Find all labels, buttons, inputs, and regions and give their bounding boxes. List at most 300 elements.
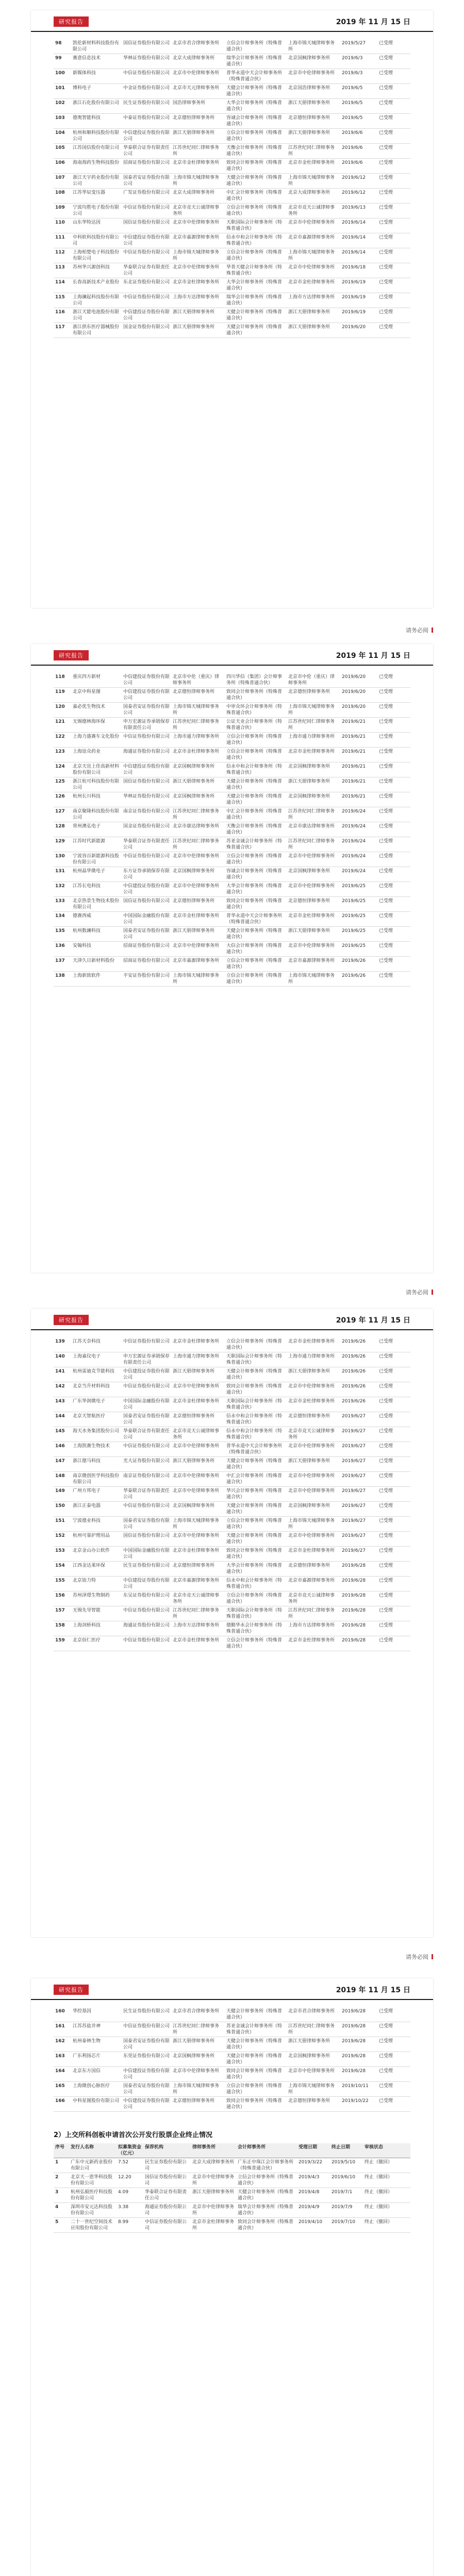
row-index-cell: 120 — [54, 703, 71, 718]
table-cell: 广州方邦电子 — [71, 1487, 122, 1502]
table-cell: 北京市嘉源律师事务所 — [287, 233, 340, 248]
table-cell: 江苏长电科技 — [71, 882, 122, 897]
table-cell: 杭州数澜科技 — [71, 927, 122, 942]
table-row — [54, 248, 410, 263]
table-cell: 北京大成律师事务所 — [171, 189, 225, 204]
row-index-cell: 148 — [54, 1472, 71, 1487]
table-cell: 华普天健会计师事务所（特殊普通合伙） — [225, 263, 287, 278]
table-cell: 中信证券股份有限公司 — [122, 69, 171, 84]
table-cell: 2019/6/25 — [340, 927, 377, 942]
table-cell: 北京天智航医疗 — [71, 1412, 122, 1427]
table-cell: 北京市中伦律师事务所 — [171, 2067, 225, 2082]
table-cell: 安翰科技 — [71, 942, 122, 957]
table-cell: 天职国际会计师事务所（特殊普通合伙） — [225, 1397, 287, 1412]
row-index-cell: 152 — [54, 1532, 71, 1547]
table-cell: 信永中和会计师事务所（特殊普通合伙） — [225, 762, 287, 777]
table-cell: 已受理 — [377, 54, 410, 69]
table-cell: 浙江正泰电器 — [71, 1502, 122, 1517]
footer-label: 请务必阅 — [406, 1289, 428, 1296]
table-cell: 北京大成律师事务所 — [287, 189, 340, 204]
table-cell: 立信会计师事务所（特殊普通合伙） — [236, 2173, 297, 2188]
table-cell: 已受理 — [377, 777, 410, 792]
table-cell: 北京市天元律师事务所 — [171, 84, 225, 99]
accepted-companies-table-2 — [54, 673, 410, 987]
table-cell: 已受理 — [377, 1337, 410, 1352]
table-cell: 大华会计师事务所（特殊普通合伙） — [225, 278, 287, 293]
table-cell: 北京市君合律师事务所 — [171, 39, 225, 54]
table-cell: 申万宏源证券承销保荐有限责任公司 — [122, 1352, 171, 1367]
row-index-cell: 100 — [54, 69, 71, 84]
row-index-cell: 165 — [54, 2082, 71, 2097]
table-cell: 北京市竞天公诚律师事务所 — [171, 1591, 225, 1606]
table-cell: 上海柏楚电子科技股份有限公司 — [71, 248, 122, 263]
table-cell: 容诚会计师事务所（特殊普通合伙） — [225, 867, 287, 882]
table-cell: 中国国际金融股份有限公司 — [122, 1547, 171, 1562]
table-cell: 上海嘉仪电子 — [71, 1352, 122, 1367]
table-cell: 上海市锦天城律师事务所 — [287, 2082, 340, 2097]
table-cell: 已受理 — [377, 2037, 410, 2052]
table-row — [54, 2188, 410, 2203]
table-cell: 立信会计师事务所（特殊普通合伙） — [225, 1636, 287, 1651]
table-cell: 中信建投证券股份有限公司 — [122, 308, 171, 323]
table-cell: 已受理 — [377, 1502, 410, 1517]
table-cell: 北京市嘉源律师事务所 — [287, 1577, 340, 1591]
table-cell: 北京国枫律师事务所 — [287, 54, 340, 69]
table-cell: 致同会计师事务所（特殊普通合伙） — [236, 2218, 297, 2233]
table-cell: 已受理 — [377, 762, 410, 777]
table-cell: 北京市金杜律师事务所 — [287, 912, 340, 927]
table-cell: 已受理 — [377, 688, 410, 703]
table-cell: 北京市君合律师事务所 — [171, 2007, 225, 2022]
table-cell: 普华永道中天会计师事务所（特殊普通合伙） — [225, 912, 287, 927]
table-row — [54, 688, 410, 703]
table-cell: 已受理 — [377, 927, 410, 942]
table-cell: 中信建投证券股份有限公司 — [122, 129, 171, 144]
table-cell: 国泰君安证券股份有限公司 — [122, 2082, 171, 2097]
table-row — [54, 927, 410, 942]
table-cell: 中金证券股份有限公司 — [122, 84, 171, 99]
row-index-cell: 1 — [54, 2158, 69, 2173]
table-cell: 已受理 — [377, 1472, 410, 1487]
table-cell: 无锡先导智能 — [71, 1606, 122, 1621]
table-cell: 信永中和会计师事务所（特殊普通合伙） — [225, 1427, 287, 1442]
table-cell: 浙江天册律师事务所 — [287, 2037, 340, 2052]
table-row — [54, 1562, 410, 1577]
row-index-cell: 137 — [54, 957, 71, 972]
table-cell: 德奥智能科技 — [71, 114, 122, 129]
page-footer — [406, 1288, 433, 1296]
table-cell: 江苏国信股份有限公司 — [71, 144, 122, 159]
table-cell: 已受理 — [377, 114, 410, 129]
table-cell: 杭州泰林生物 — [71, 2037, 122, 2052]
table-cell: 江苏天奈科技 — [71, 1337, 122, 1352]
table-cell: 已受理 — [377, 957, 410, 972]
table-cell: 2019/6/21 — [340, 792, 377, 807]
table-row — [54, 114, 410, 129]
table-cell: 杭州和顺科技股份有限公司 — [71, 129, 122, 144]
table-cell: 2019/5/10 — [330, 2158, 363, 2173]
table-cell: 天津久日新材料股份 — [71, 957, 122, 972]
table-cell: 瑞华会计师事务所（特殊普通合伙） — [225, 293, 287, 308]
table-cell: 已受理 — [377, 718, 410, 733]
table-cell: 上海市锦天城律师事务所 — [287, 703, 340, 718]
table-cell: 2019/6/27 — [340, 1472, 377, 1487]
table-cell: 北京市金杜律师事务所 — [287, 159, 340, 174]
table-cell: 立信会计师事务所（特殊普通合伙） — [225, 204, 287, 218]
table-cell: 北京市中伦律师事务所 — [287, 882, 340, 897]
table-cell: 北京德恒律师事务所 — [171, 1562, 225, 1577]
table-cell: 2019/6/27 — [340, 1517, 377, 1532]
table-cell: 北京市金杜律师事务所 — [287, 1337, 340, 1352]
table-cell: 杭州晶华微电子 — [71, 867, 122, 882]
table-cell: 北京市竞天公诚律师事务所 — [171, 1427, 225, 1442]
footer-bar — [432, 1290, 433, 1295]
row-index-cell: 125 — [54, 777, 71, 792]
table-row — [54, 748, 410, 762]
table-cell: 江苏苏盐井神 — [71, 2022, 122, 2037]
table-cell: 上海市锦天城律师事务所 — [171, 1517, 225, 1532]
table-cell: 致同会计师事务所（特殊普通合伙） — [225, 159, 287, 174]
table-cell: 北京市中伦律师事务所 — [171, 1472, 225, 1487]
table-cell: 海通证券股份有限公司 — [122, 748, 171, 762]
table-cell: 北京德恒律师事务所 — [171, 114, 225, 129]
table-cell: 国信证券股份有限公司 — [143, 2173, 191, 2188]
table-cell: 2019/6/27 — [340, 1427, 377, 1442]
table-cell: 北京市嘉源律师事务所 — [171, 1577, 225, 1591]
table-cell: 北京大成律师事务所 — [191, 2158, 236, 2173]
table-cell: 立信会计师事务所（特殊普通合伙） — [225, 972, 287, 987]
row-index-cell: 150 — [54, 1502, 71, 1517]
table-cell: 江苏世纪同仁律师事务所 — [287, 718, 340, 733]
table-cell: 2019/6/28 — [340, 2052, 377, 2067]
table-cell: 2019/6/28 — [340, 1636, 377, 1651]
table-cell: 立信会计师事务所（特殊普通合伙） — [225, 748, 287, 762]
table-cell: 普华永道中天会计师事务所（特殊普通合伙） — [225, 69, 287, 84]
table-row — [54, 218, 410, 233]
table-cell: 北京市金杜律师事务所 — [171, 278, 225, 293]
section-title: 2）上交所科创板申请首次公开发行股票企业终止情况 — [54, 2131, 213, 2139]
table-cell: 2019/6/25 — [340, 942, 377, 957]
table-cell: 山东华特达因 — [71, 218, 122, 233]
table-cell: 立信会计师事务所（特殊普通合伙） — [225, 1591, 287, 1606]
table-cell: 已受理 — [377, 2082, 410, 2097]
table-cell: 已受理 — [377, 39, 410, 54]
report-date: 2019 年 11 月 15 日 — [336, 652, 410, 660]
table-cell: 2019/6/12 — [340, 189, 377, 204]
table-row — [54, 837, 410, 852]
table-cell: 天健会计师事务所（特殊普通合伙） — [225, 927, 287, 942]
table-cell: 浙江天册律师事务所 — [287, 308, 340, 323]
table-cell: 已受理 — [377, 1487, 410, 1502]
table-cell: 2019/6/3 — [340, 69, 377, 84]
table-cell: 瑞华会计师事务所（特殊普通合伙） — [236, 2203, 297, 2218]
table-cell: 东吴证券股份有限公司 — [122, 1591, 171, 1606]
table-cell: 嘉必优生物技术 — [71, 703, 122, 718]
table-row — [54, 957, 410, 972]
table-header-row — [54, 2143, 410, 2158]
row-index-cell: 141 — [54, 1367, 71, 1382]
row-index-cell: 130 — [54, 852, 71, 867]
row-index-cell: 164 — [54, 2067, 71, 2082]
table-cell: 北京德恒律师事务所 — [287, 688, 340, 703]
table-cell: 已受理 — [377, 323, 410, 338]
row-index-cell: 122 — [54, 733, 71, 748]
table-cell: 上海市方达律师事务所 — [171, 293, 225, 308]
table-cell: 民生证券股份有限公司 — [122, 2007, 171, 2022]
table-cell: 上海市方达律师事务所 — [171, 1621, 225, 1636]
table-cell: 北京市金杜律师事务所 — [287, 748, 340, 762]
table-cell: 中信证券股份有限公司 — [122, 1442, 171, 1457]
table-cell: 东北证券股份有限公司 — [122, 278, 171, 293]
table-cell: 信永中和会计师事务所（特殊普通合伙） — [225, 1412, 287, 1427]
row-index-cell: 112 — [54, 248, 71, 263]
table-cell: 北京市中伦律师事务所 — [171, 69, 225, 84]
table-cell: 已受理 — [377, 942, 410, 957]
table-cell: 浙江天册律师事务所 — [287, 927, 340, 942]
table-row — [54, 1442, 410, 1457]
row-index-cell: 102 — [54, 99, 71, 114]
table-row — [54, 792, 410, 807]
table-cell: 苏亚金诚会计师事务所（特殊普通合伙） — [225, 837, 287, 852]
table-cell: 新媒体科技 — [71, 69, 122, 84]
table-row — [54, 39, 410, 54]
row-index-cell: 145 — [54, 1427, 71, 1442]
table-cell: 浙江天册律师事务所 — [287, 99, 340, 114]
table-cell: 2019/6/20 — [340, 688, 377, 703]
table-cell: 北京金山办公软件 — [71, 1547, 122, 1562]
table-row — [54, 1517, 410, 1532]
table-cell: 中信证券股份有限公司 — [122, 204, 171, 218]
table-cell: 浙江天能电池股份有限公司 — [71, 308, 122, 323]
table-cell: 国信证券股份有限公司 — [122, 777, 171, 792]
table-row — [54, 189, 410, 204]
table-cell: 已受理 — [377, 1517, 410, 1532]
table-row — [54, 807, 410, 822]
table-cell: 2019/5/27 — [340, 39, 377, 54]
row-index-cell: 143 — [54, 1397, 71, 1412]
table-cell: 天健会计师事务所（特殊普通合伙） — [225, 2052, 287, 2067]
table-cell: 大华会计师事务所（特殊普通合伙） — [225, 882, 287, 897]
table-cell: 4.09 — [117, 2188, 143, 2203]
row-index-cell: 124 — [54, 762, 71, 777]
table-cell: 常州澳弘电子 — [71, 822, 122, 837]
table-cell: 南京证券股份有限公司 — [122, 1472, 171, 1487]
table-cell: 已受理 — [377, 263, 410, 278]
table-cell: 南京证券股份有限公司 — [122, 807, 171, 822]
table-cell: 已受理 — [377, 1621, 410, 1636]
table-cell: 审核状态 — [363, 2143, 410, 2158]
table-cell: 中信证券股份有限公司 — [122, 733, 171, 748]
table-cell: 江西金达莱环保 — [71, 1562, 122, 1577]
table-cell: 天衡会计师事务所（特殊普通合伙） — [225, 144, 287, 159]
page-header — [31, 1309, 433, 1330]
row-index-cell: 144 — [54, 1412, 71, 1427]
table-cell: 中信证券股份有限公司 — [143, 2218, 191, 2233]
table-cell: 已受理 — [377, 69, 410, 84]
table-cell: 立信会计师事务所（特殊普通合伙） — [225, 2082, 287, 2097]
table-cell: 国金证券股份有限公司 — [122, 323, 171, 338]
table-row — [54, 852, 410, 867]
table-cell: 北京市金杜律师事务所 — [287, 1397, 340, 1412]
table-cell: 2019/6/26 — [340, 1397, 377, 1412]
row-index-cell: 149 — [54, 1487, 71, 1502]
table-cell: 浙江天册律师事务所 — [171, 777, 225, 792]
table-cell: 2019/6/5 — [340, 114, 377, 129]
table-row — [54, 777, 410, 792]
row-index-cell: 154 — [54, 1562, 71, 1577]
table-cell: 上海微创心脉医疗 — [71, 2082, 122, 2097]
table-cell: 2019/6/6 — [340, 129, 377, 144]
row-index-cell: 113 — [54, 263, 71, 278]
table-row — [54, 263, 410, 278]
table-cell: 北京东方国信 — [71, 2067, 122, 2082]
table-cell: 会计师事务所 — [236, 2143, 297, 2158]
table-cell: 已受理 — [377, 99, 410, 114]
table-cell: 江苏世纪同仁律师事务所 — [171, 1606, 225, 1621]
table-cell: 2019/6/19 — [340, 278, 377, 293]
table-cell: 中科星图股份有限公司 — [71, 2097, 122, 2112]
table-cell: 已受理 — [377, 278, 410, 293]
table-cell: 2019/6/26 — [340, 972, 377, 987]
table-cell: 北京市金杜律师事务所 — [287, 1547, 340, 1562]
table-row — [54, 204, 410, 218]
report-tag: 研究报告 — [54, 16, 89, 27]
table-cell: 浙江天宇药业股份有限公司 — [71, 174, 122, 189]
table-cell: 2019/6/24 — [340, 807, 377, 822]
table-cell: 已受理 — [377, 733, 410, 748]
table-cell: 北京市嘉源律师事务所 — [287, 957, 340, 972]
table-cell: 2019/6/26 — [340, 1352, 377, 1367]
table-cell: 已受理 — [377, 218, 410, 233]
table-cell: 宁波德业科技 — [71, 1517, 122, 1532]
table-row — [54, 2203, 410, 2218]
table-cell: 北京市金杜律师事务所 — [171, 912, 225, 927]
table-row — [54, 99, 410, 114]
table-cell: 信永中和会计师事务所（特殊普通合伙） — [225, 1577, 287, 1591]
page-header — [31, 1978, 433, 2000]
table-cell: 发行人名称 — [69, 2143, 117, 2158]
table-row — [54, 174, 410, 189]
table-cell: 北京市康达律师事务所 — [287, 822, 340, 837]
table-cell: 2019/6/28 — [340, 2067, 377, 2082]
table-cell: 广东中元新药业股份有限公司 — [69, 2158, 117, 2173]
table-cell: 北京市中伦律师事务所 — [287, 1382, 340, 1397]
table-cell: 中国国际金融股份有限公司 — [122, 1397, 171, 1412]
table-cell: 已受理 — [377, 1457, 410, 1472]
table-cell: 致同会计师事务所（特殊普通合伙） — [225, 2067, 287, 2082]
row-index-cell: 162 — [54, 2037, 71, 2052]
table-row — [54, 897, 410, 912]
table-row — [54, 942, 410, 957]
table-cell: 已受理 — [377, 144, 410, 159]
table-cell: 东方证券承销保荐有限公司 — [122, 867, 171, 882]
table-cell: 江苏世纪同仁律师事务所 — [171, 807, 225, 822]
table-row — [54, 1472, 410, 1487]
row-index-cell: 109 — [54, 204, 71, 218]
row-index-cell: 140 — [54, 1352, 71, 1367]
table-cell: 南京聚隆科技股份有限公司 — [71, 807, 122, 822]
table-cell: 中信建投证券股份有限公司 — [122, 2097, 171, 2112]
table-cell: 北京市中伦律师事务所 — [287, 218, 340, 233]
table-cell: 中信证券股份有限公司 — [122, 1636, 171, 1651]
table-cell: 已受理 — [377, 822, 410, 837]
table-cell: 江苏华辰变压器 — [71, 189, 122, 204]
table-cell: 已受理 — [377, 912, 410, 927]
table-cell: 2019/6/24 — [340, 837, 377, 852]
report-page-2 — [31, 644, 433, 1273]
table-cell: 无锡德林海环保 — [71, 718, 122, 733]
table-cell: 宁波容百新能源科技股份有限公司 — [71, 852, 122, 867]
table-cell: 北京市中伦律师事务所 — [171, 1442, 225, 1457]
table-cell: 国浩律师事务所 — [171, 99, 225, 114]
table-cell: 北京市中伦律师事务所 — [191, 2203, 236, 2218]
table-cell: 天健会计师事务所（特殊普通合伙） — [225, 777, 287, 792]
table-cell: 8.99 — [117, 2218, 143, 2233]
table-cell: 浙江天册律师事务所 — [171, 927, 225, 942]
table-cell: 北京国枫律师事务所 — [287, 867, 340, 882]
table-row — [54, 762, 410, 777]
table-cell: 2019/6/24 — [340, 867, 377, 882]
table-cell: 北京国枫律师事务所 — [171, 792, 225, 807]
table-cell: 浙江天册律师事务所 — [287, 323, 340, 338]
accepted-companies-table-4 — [54, 2007, 410, 2112]
row-index-cell: 163 — [54, 2052, 71, 2067]
table-row — [54, 2037, 410, 2052]
table-cell: 广发证券股份有限公司 — [122, 189, 171, 204]
table-cell: 深圳市安元达科技股份有限公司 — [69, 2203, 117, 2218]
table-cell: 北京市中伦律师事务所 — [287, 263, 340, 278]
row-index-cell: 121 — [54, 718, 71, 733]
table-cell: 北京中科星图 — [71, 688, 122, 703]
table-cell: 北京市中伦律师事务所 — [171, 882, 225, 897]
table-row — [54, 912, 410, 927]
report-date: 2019 年 11 月 15 日 — [336, 1316, 410, 1325]
row-index-cell: 118 — [54, 673, 71, 688]
row-index-cell: 117 — [54, 323, 71, 338]
row-index-cell: 3 — [54, 2188, 69, 2203]
table-cell: 2019/6/28 — [340, 2037, 377, 2052]
table-cell: 北京德恒律师事务所 — [287, 1412, 340, 1427]
table-cell: 立信会计师事务所（特殊普通合伙） — [225, 39, 287, 54]
table-cell: 北京市竞天公诚律师事务所 — [171, 204, 225, 218]
table-cell: 2019/6/21 — [340, 748, 377, 762]
table-cell: 华林证券股份有限公司 — [122, 792, 171, 807]
table-cell: 浙江德马科技 — [71, 1457, 122, 1472]
table-cell: 海天水务集团股份公司 — [71, 1427, 122, 1442]
table-cell: 北京国浩律师事务所 — [287, 84, 340, 99]
footer-label: 请务必阅 — [406, 627, 428, 634]
table-cell: 2019/6/26 — [340, 1382, 377, 1397]
table-cell: 北京市金杜律师事务所 — [171, 1547, 225, 1562]
table-cell: 公证天业会计师事务所（特殊普通合伙） — [225, 718, 287, 733]
table-cell: 信永中和会计师事务所（特殊普通合伙） — [225, 233, 287, 248]
table-cell: 江苏世纪同仁律师事务所 — [171, 718, 225, 733]
table-row — [54, 882, 410, 897]
table-row — [54, 1427, 410, 1442]
table-row — [54, 867, 410, 882]
table-cell: 2019/6/14 — [340, 218, 377, 233]
table-row — [54, 703, 410, 718]
table-cell: 律师事务所 — [191, 2143, 236, 2158]
table-cell: 北京国枫律师事务所 — [287, 2052, 340, 2067]
report-date: 2019 年 11 月 15 日 — [336, 18, 410, 26]
table-row — [54, 1382, 410, 1397]
table-cell: 北京国枫律师事务所 — [287, 792, 340, 807]
table-cell: 上海市锦天城律师事务所 — [287, 248, 340, 263]
table-cell: 苏亚金诚会计师事务所（特殊普通合伙） — [225, 2022, 287, 2037]
row-index-cell: 114 — [54, 278, 71, 293]
table-cell: 北京市中伦律师事务所 — [171, 263, 225, 278]
